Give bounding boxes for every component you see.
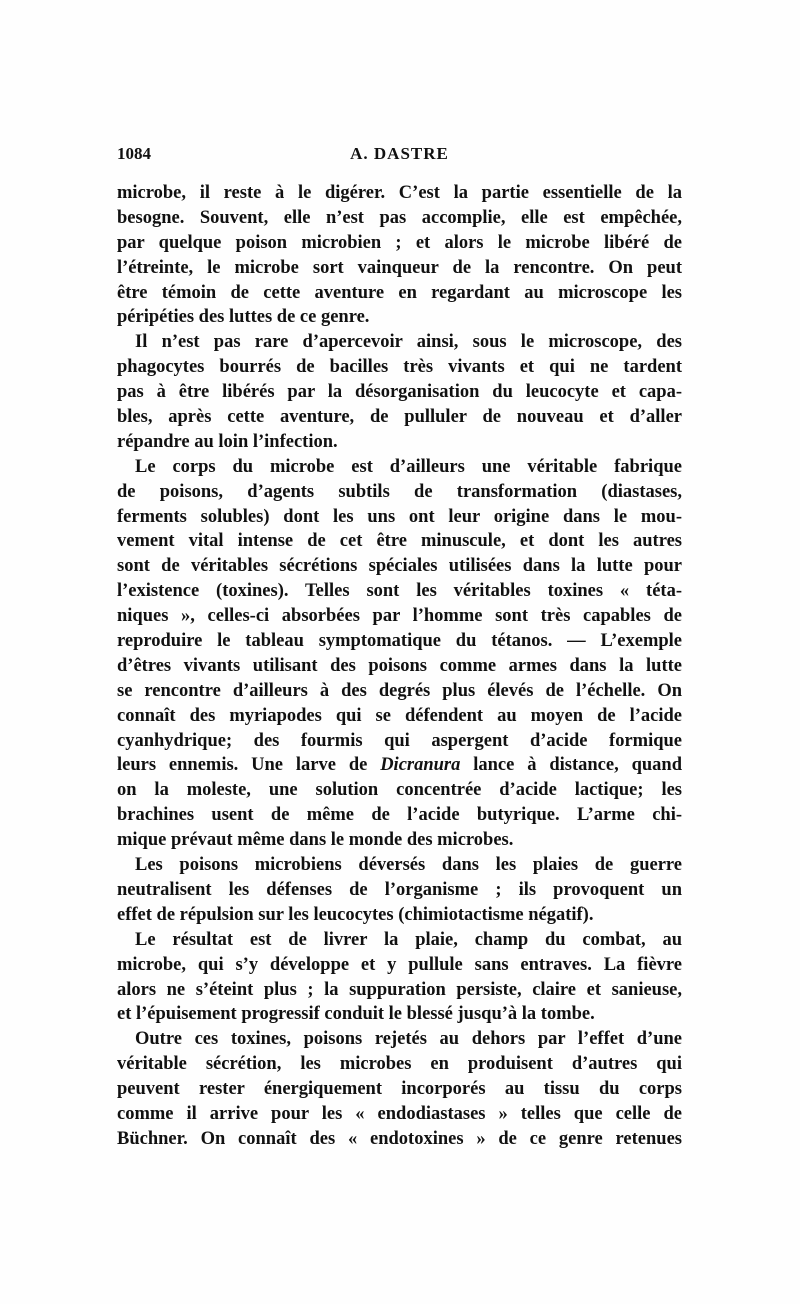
text-line: pas à être libérés par la désorganisation du leucocyte et capa- bbox=[117, 382, 682, 403]
text-line: cyanhydrique; des fourmis qui aspergent d’acide formique bbox=[117, 730, 682, 751]
text-line: et l’épuisement progressif conduit le blessé jusqu’à la tombe. bbox=[117, 1004, 595, 1025]
text-line: microbe, qui s’y développe et y pullule sans entraves. La fièvre bbox=[117, 954, 682, 975]
text-line: de poisons, d’agents subtils de transformation (diastases, bbox=[117, 481, 682, 502]
text-line: Büchner. On connaît des « endotoxines » de ce genre retenues bbox=[117, 1128, 682, 1149]
text-line: connaît des myriapodes qui se défendent au moyen de l’acide bbox=[117, 705, 682, 726]
text-line: leurs ennemis. Une larve de Dicranura lance à distance, quand bbox=[117, 755, 682, 776]
running-title: A. DASTRE bbox=[350, 144, 449, 163]
italic-genus: Dicranura bbox=[380, 755, 461, 776]
text-line: par quelque poison microbien ; et alors le microbe libéré de bbox=[117, 232, 682, 253]
page-number: 1084 bbox=[117, 144, 151, 163]
text-line: Les poisons microbiens déversés dans les plaies de guerre bbox=[135, 855, 682, 876]
text-line: Il n’est pas rare d’apercevoir ainsi, sous le microscope, des bbox=[135, 332, 682, 353]
text-line: brachines usent de même de l’acide butyrique. L’arme chi- bbox=[117, 805, 682, 826]
text-line: péripéties des luttes de ce genre. bbox=[117, 307, 370, 328]
text-line: microbe, il reste à le digérer. C’est la partie essentielle de la bbox=[117, 183, 682, 203]
running-head bbox=[117, 144, 682, 168]
text-line: reproduire le tableau symptomatique du tétanos. — L’exemple bbox=[117, 631, 682, 652]
text-line: effet de répulsion sur les leucocytes (chimiotactisme négatif). bbox=[117, 904, 594, 925]
text-line: l’existence (toxines). Telles sont les véritables toxines « téta- bbox=[117, 581, 682, 602]
text-line: niques », celles-ci absorbées par l’homme sont très capables de bbox=[117, 606, 682, 627]
text-line: mique prévaut même dans le monde des microbes. bbox=[117, 830, 514, 851]
text-line: être témoin de cette aventure en regardant au microscope les bbox=[117, 282, 682, 303]
text-line: se rencontre d’ailleurs à des degrés plus élevés de l’échelle. On bbox=[117, 680, 682, 701]
text-line: d’êtres vivants utilisant des poisons comme armes dans la lutte bbox=[117, 655, 682, 676]
text-line: Le corps du microbe est d’ailleurs une véritable fabrique bbox=[135, 456, 682, 477]
text-line: répandre au loin l’infection. bbox=[117, 431, 338, 452]
text-line: véritable sécrétion, les microbes en produisent d’autres qui bbox=[117, 1054, 682, 1075]
text-line: l’étreinte, le microbe sort vainqueur de la rencontre. On peut bbox=[117, 257, 682, 278]
text-line: besogne. Souvent, elle n’est pas accomplie, elle est empêchée, bbox=[117, 207, 682, 228]
text-line: ferments solubles) dont les uns ont leur origine dans le mou- bbox=[117, 506, 682, 527]
text-line: neutralisent les défenses de l’organisme ; ils provoquent un bbox=[117, 879, 682, 900]
text-line: Le résultat est de livrer la plaie, champ du combat, au bbox=[135, 929, 682, 950]
text-line: alors ne s’éteint plus ; la suppuration persiste, claire et sanieuse, bbox=[117, 979, 682, 1000]
text-line: vement vital intense de cet être minuscule, et dont les autres bbox=[117, 531, 682, 552]
text-line: bles, après cette aventure, de pulluler de nouveau et d’aller bbox=[117, 407, 682, 428]
text-line: on la moleste, une solution concentrée d’acide lactique; les bbox=[117, 780, 682, 801]
body-text bbox=[117, 181, 682, 1152]
text-line: Outre ces toxines, poisons rejetés au dehors par l’effet d’une bbox=[135, 1029, 682, 1050]
text-line: comme il arrive pour les « endodiastases » telles que celle de bbox=[117, 1103, 682, 1124]
text-line: peuvent rester énergiquement incorporés au tissu du corps bbox=[117, 1079, 682, 1100]
text-line: sont de véritables sécrétions spéciales utilisées dans la lutte pour bbox=[117, 556, 682, 577]
text-line: phagocytes bourrés de bacilles très vivants et qui ne tardent bbox=[117, 357, 682, 378]
